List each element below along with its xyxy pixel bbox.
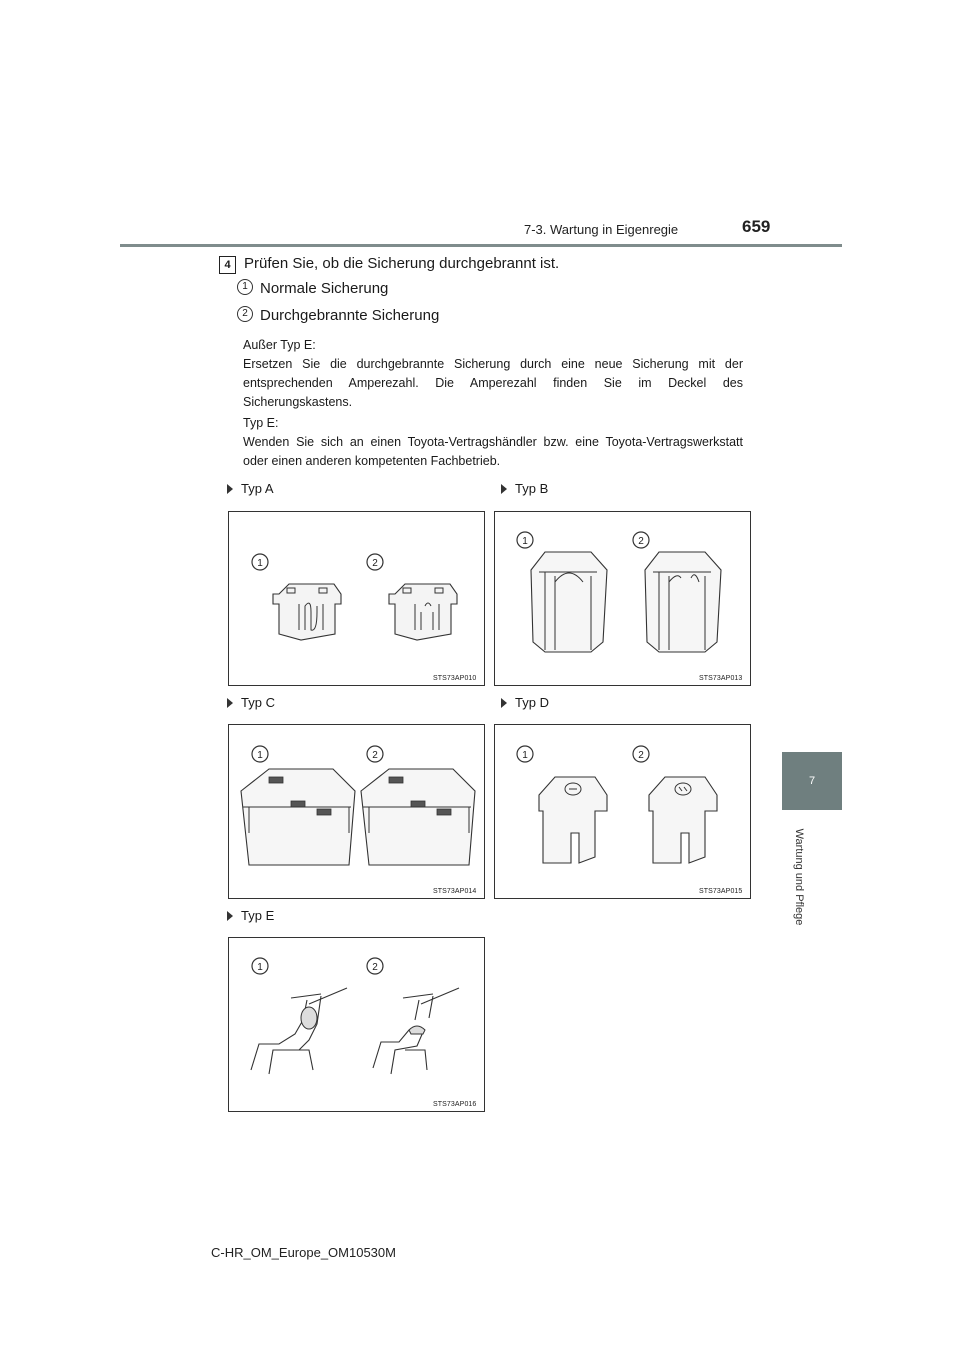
arrow-right-icon — [501, 484, 507, 494]
fig-d-num-1: 1 — [522, 750, 528, 761]
figure-typ-d — [494, 724, 751, 899]
fig-e-num-2: 2 — [372, 962, 378, 973]
figure-code-typ-a: STS73AP010 — [433, 675, 477, 682]
note-except-type-e: Außer Typ E: Ersetzen Sie die durchgebrannte Sicherung durch eine neue Sicherung mit der entsprechenden Amperezahl. Die Amperezahl finden Sie im Deckel des Sicherungskastens. — [243, 338, 743, 409]
figure-typ-b — [494, 511, 751, 686]
fuse-illustration-typ-e — [229, 938, 486, 1113]
figure-typ-e — [228, 937, 485, 1112]
figure-code-typ-e: STS73AP016 — [433, 1101, 477, 1108]
step-instruction: Prüfen Sie, ob die Sicherung durchgebrannt ist. — [244, 255, 560, 272]
label-typ-b: Typ B — [501, 481, 548, 496]
figure-code-typ-b: STS73AP013 — [699, 675, 743, 682]
figure-typ-c — [228, 724, 485, 899]
figure-code-typ-c: STS73AP014 — [433, 888, 477, 895]
fig-b-num-1: 1 — [522, 536, 528, 547]
arrow-right-icon — [227, 484, 233, 494]
fig-a-num-2: 2 — [372, 558, 378, 569]
fig-d-num-2: 2 — [638, 750, 644, 761]
arrow-right-icon — [227, 698, 233, 708]
fig-b-num-2: 2 — [638, 536, 644, 547]
item-number-1: 1 — [237, 279, 253, 295]
arrow-right-icon — [227, 911, 233, 921]
arrow-right-icon — [501, 698, 507, 708]
label-typ-d: Typ D — [501, 695, 549, 710]
chapter-label: Wartung und Pflege — [793, 828, 805, 926]
fuse-illustration-typ-c — [229, 725, 486, 900]
figure-typ-a — [228, 511, 485, 686]
fuse-illustration-typ-a — [229, 512, 486, 687]
section-title: 7-3. Wartung in Eigenregie — [524, 222, 679, 237]
fig-e-num-1: 1 — [257, 962, 263, 973]
label-typ-a: Typ A — [227, 481, 274, 496]
item-blown-fuse: Durchgebrannte Sicherung — [260, 307, 440, 324]
fig-c-num-1: 1 — [257, 750, 263, 761]
document-code: C-HR_OM_Europe_OM10530M — [211, 1245, 396, 1260]
fuse-illustration-typ-b — [495, 512, 752, 687]
figure-code-typ-d: STS73AP015 — [699, 888, 743, 895]
header-divider — [120, 244, 842, 247]
fuse-illustration-typ-d — [495, 725, 752, 900]
item-normal-fuse: Normale Sicherung — [260, 280, 389, 297]
fig-a-num-1: 1 — [257, 558, 263, 569]
note-type-e: Typ E: Wenden Sie sich an einen Toyota-Vertragshändler bzw. eine Toyota-Vertragswerkstatt oder einen anderen kompetenten Fachbetrieb. — [243, 416, 743, 468]
fig-c-num-2: 2 — [372, 750, 378, 761]
step-number-badge: 4 — [219, 256, 236, 274]
item-number-2: 2 — [237, 306, 253, 322]
label-typ-e: Typ E — [227, 908, 274, 923]
label-typ-c: Typ C — [227, 695, 275, 710]
page-number: 659 — [742, 217, 771, 236]
chapter-tab: 7 — [782, 752, 842, 810]
